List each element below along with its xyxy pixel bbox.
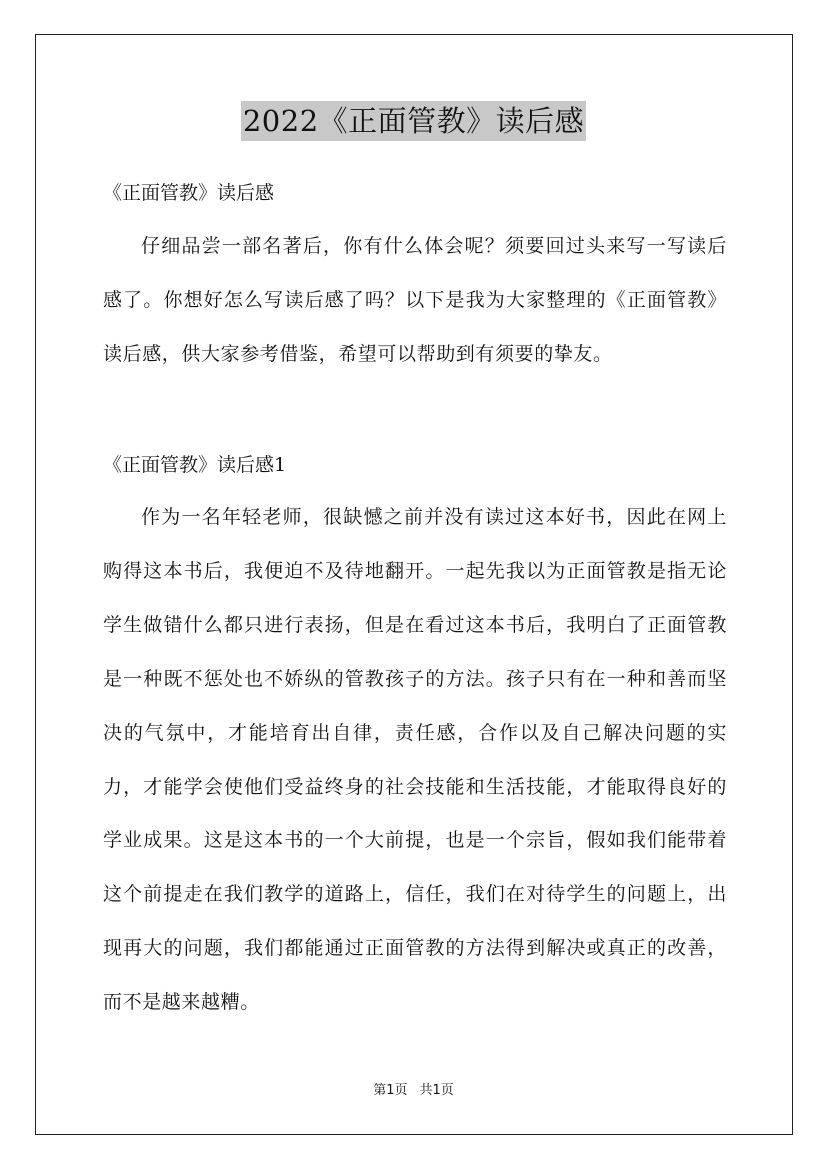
document-title: 2022《正面管教》读后感 bbox=[241, 101, 586, 141]
page-footer bbox=[0, 1082, 827, 1100]
section-1-paragraph: 作为一名年轻老师，很缺憾之前并没有读过这本好书，因此在网上购得这本书后，我便迫不及待地翻开。一起先我以为正面管教是指无论学生做错什么都只进行表扬，但是在看过这本书后，我明白了正面管教是一种既不惩处也不娇纵的管教孩子的方法。孩子只有在一种和善而坚决的气氛中，才能培育出自律，责任感，合作以及自己解决问题的实力，才能学会使他们受益终身的社会技能和生活技能，才能取得良好的学业成果。这是这本书的一个大前提，也是一个宗旨，假如我们能带着这个前提走在我们教学的道路上，信任，我们在对待学生的问题上，出现再大的问题，我们都能通过正面管教的方法得到解决或真正的改善，而不是越来越糟。 bbox=[103, 506, 727, 1014]
section-heading-1: 《正面管教》读后感1 bbox=[103, 454, 287, 476]
intro-paragraph: 仔细品尝一部名著后，你有什么体会呢？须要回过头来写一写读后感了。你想好怎么写读后感了吗？以下是我为大家整理的《正面管教》读后感，供大家参考借鉴，希望可以帮助到有须要的挚友。 bbox=[103, 235, 727, 365]
article-subtitle: 《正面管教》读后感 bbox=[103, 182, 275, 204]
title-container bbox=[0, 101, 827, 141]
page-total: 共1页 bbox=[419, 1083, 454, 1098]
page-number: 第1页 bbox=[373, 1083, 408, 1098]
